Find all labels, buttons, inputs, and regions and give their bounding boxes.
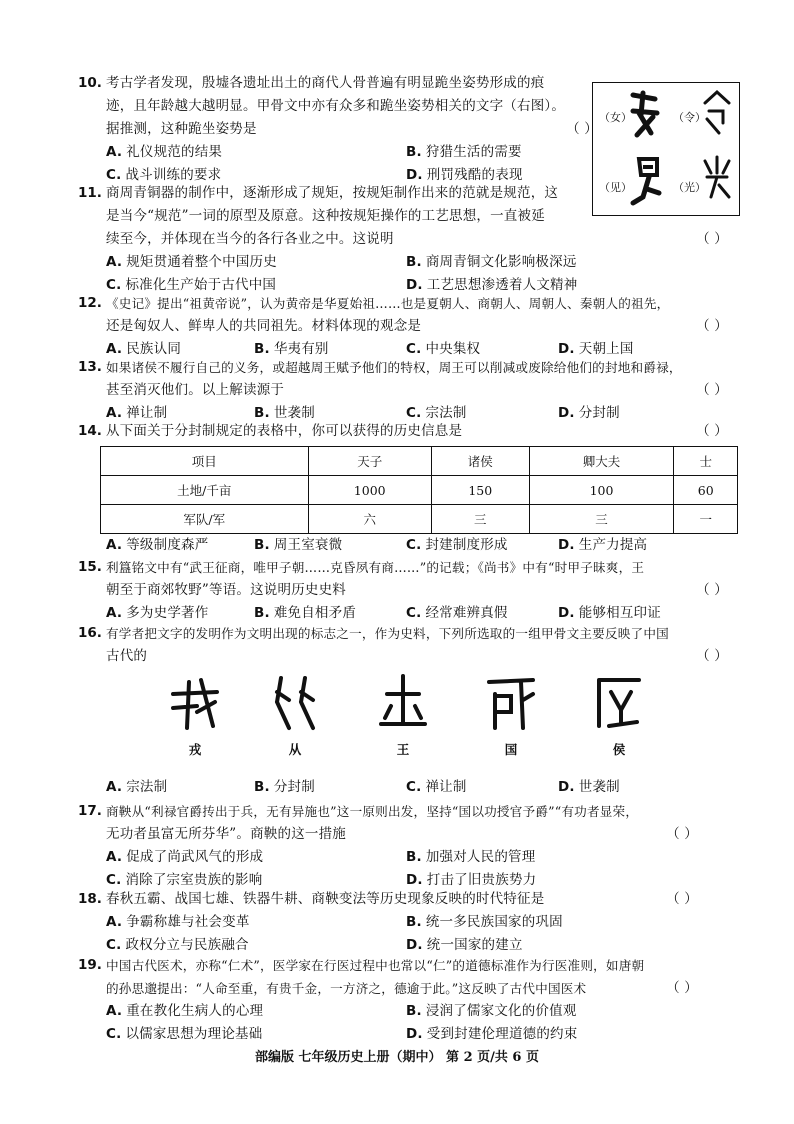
question-stem-line: 商鞅从“利禄官爵抟出于兵，无有异施也”这一原则出发，坚持“国以功授官予爵”“有功者显荣， (106, 804, 639, 819)
option-b[interactable]: B. 加强对人民的管理 (406, 849, 536, 865)
glyph-rong (160, 672, 230, 772)
option-c[interactable]: C. 战斗训练的要求 (106, 167, 222, 183)
option-d[interactable]: D. 受到封建伦理道德的约束 (406, 1026, 578, 1042)
table-cell: 六 (308, 505, 431, 534)
option-d[interactable]: D. 生产力提高 (558, 537, 648, 553)
option-a[interactable]: A. 礼仪规范的结果 (106, 144, 223, 160)
glyph-cong (260, 672, 330, 772)
figure-label-jian: （见） (599, 181, 632, 194)
option-c[interactable]: C. 标准化生产始于古代中国 (106, 277, 277, 293)
question-number: 13. (78, 359, 102, 375)
question-stem-line: 迹，且年龄越大越明显。甲骨文中亦有众多和跪坐姿势相关的文字（右图）。 (106, 98, 566, 114)
option-d[interactable]: D. 分封制 (558, 405, 620, 421)
oracle-cong-glyph (267, 672, 323, 734)
glyph-label: 国 (504, 742, 518, 757)
option-d[interactable]: D. 统一国家的建立 (406, 937, 523, 953)
options-row (106, 1000, 728, 1023)
oracle-nv-glyph (629, 89, 663, 139)
glyph-label: 王 (396, 742, 410, 757)
option-a[interactable]: A. 重在教化生病人的心理 (106, 1003, 264, 1019)
option-a[interactable]: A. 促成了尚武风气的形成 (106, 849, 264, 865)
answer-blank[interactable]: （ ） (696, 231, 728, 247)
answer-blank[interactable]: （ ） (566, 121, 598, 137)
question-16 (78, 622, 728, 668)
option-c[interactable]: C. 封建制度形成 (406, 537, 508, 553)
question-number: 10. (78, 75, 102, 91)
options-row (106, 141, 578, 164)
question-stem-line: 利簋铭文中有“武王征商，唯甲子朝……克昏夙有商……”的记载；《尚书》中有“时甲子昧爽，王 (106, 560, 645, 575)
answer-blank[interactable]: （ ） (696, 648, 728, 664)
options-row (106, 846, 728, 869)
question-12 (78, 292, 728, 361)
question-18 (78, 888, 728, 957)
question-16-options (78, 776, 728, 799)
question-15 (78, 556, 728, 625)
question-number: 15. (78, 559, 102, 575)
table-cell: 土地/千亩 (101, 476, 309, 505)
question-stem-line: 古代的 (106, 648, 148, 664)
page-footer: 部编版 七年级历史上册（期中） 第 2 页/共 6 页 (255, 1050, 539, 1065)
question-stem-line: 春秋五霸、战国七雄、铁器牛耕、商鞅变法等历史现象反映的时代特征是 (106, 891, 545, 907)
table-row (101, 505, 738, 534)
table-header-cell: 天子 (308, 447, 431, 476)
figure-label-ling: （令） (673, 111, 706, 124)
question-19 (78, 954, 728, 1046)
question-stem-line: 据推测，这种跪坐姿势是 (106, 121, 257, 137)
option-b[interactable]: B. 世袭制 (254, 405, 315, 421)
oracle-guo-glyph (483, 672, 539, 734)
option-a[interactable]: A. 宗法制 (106, 779, 168, 795)
option-b[interactable]: B. 商周青铜文化影响极深远 (406, 254, 577, 270)
glyph-wang (368, 672, 438, 772)
question-stem-line: 从下面关于分封制规定的表格中，你可以获得的历史信息是 (106, 423, 463, 439)
glyph-label: 侯 (612, 742, 626, 757)
table-cell: 一 (674, 505, 738, 534)
option-c[interactable]: C. 宗法制 (406, 405, 467, 421)
answer-blank[interactable]: （ ） (696, 382, 728, 398)
question-stem-line: 如果诸侯不履行自己的义务，或超越周王赋予他们的特权，周王可以削减或废除给他们的封地和爵禄， (106, 360, 682, 375)
table-header-cell: 项目 (101, 447, 309, 476)
question-number: 12. (78, 295, 102, 311)
question-stem-line: 甚至消灭他们。以上解读源于 (106, 382, 285, 398)
question-stem-line: 是当今“规范”一词的原型及原意。这种按规矩操作的工艺思想，一直被延 (106, 208, 545, 224)
options-row (106, 534, 728, 557)
option-b[interactable]: B. 分封制 (254, 779, 315, 795)
glyph-label: 戎 (188, 742, 202, 757)
option-d[interactable]: D. 世袭制 (558, 779, 620, 795)
question-14 (78, 420, 728, 443)
table-cell: 军队/军 (101, 505, 309, 534)
oracle-ling-glyph (701, 89, 733, 137)
question-number: 14. (78, 423, 102, 439)
question-stem-line: 朝至于商郊牧野”等语。这说明历史史料 (106, 582, 347, 598)
feudal-rank-table (100, 446, 738, 534)
option-c[interactable]: C. 以儒家思想为理论基础 (106, 1026, 263, 1042)
option-b[interactable]: B. 狩猎生活的需要 (406, 144, 522, 160)
option-d[interactable]: D. 能够相互印证 (558, 605, 661, 621)
options-row (106, 911, 728, 934)
option-d[interactable]: D. 天朝上国 (558, 341, 634, 357)
question-stem-line: 中国古代医术，亦称“仁术”，医学家在行医过程中也常以“仁”的道德标准作为行医准则，如唐朝 (106, 958, 645, 973)
option-b[interactable]: B. 周王室衰微 (254, 537, 343, 553)
question-10 (78, 72, 598, 187)
question-stem-line: 无功者虽富无所芬华”。商鞅的这一措施 (106, 826, 347, 842)
table-cell: 1000 (308, 476, 431, 505)
question-14-options (78, 534, 728, 557)
oracle-glyph-row (160, 672, 660, 772)
option-a[interactable]: A. 禅让制 (106, 405, 168, 421)
option-b[interactable]: B. 浸润了儒家文化的价值观 (406, 1003, 577, 1019)
options-row (106, 251, 728, 274)
question-stem-line: 还是匈奴人、鲜卑人的共同祖先。材料体现的观念是 (106, 318, 422, 334)
answer-blank[interactable]: （ ） (666, 826, 698, 842)
table-cell: 100 (529, 476, 674, 505)
figure-label-guang: （光） (673, 181, 706, 194)
option-c[interactable]: C. 政权分立与民族融合 (106, 937, 249, 953)
answer-blank[interactable]: （ ） (696, 423, 728, 439)
option-a[interactable]: A. 等级制度森严 (106, 537, 209, 553)
answer-blank[interactable]: （ ） (666, 891, 698, 907)
question-stem-line: 续至今，并体现在当今的各行各业之中。这说明 (106, 231, 394, 247)
option-b[interactable]: B. 统一多民族国家的巩固 (406, 914, 563, 930)
table-header-row (101, 447, 738, 476)
option-d[interactable]: D. 刑罚残酷的表现 (406, 167, 523, 183)
table-header-cell: 诸侯 (431, 447, 529, 476)
question-number: 17. (78, 803, 102, 819)
option-c[interactable]: C. 中央集权 (406, 341, 481, 357)
glyph-guo (476, 672, 546, 772)
table-cell: 60 (674, 476, 738, 505)
question-11 (78, 182, 728, 297)
option-c[interactable]: C. 禅让制 (406, 779, 467, 795)
option-c[interactable]: C. 消除了宗室贵族的影响 (106, 872, 263, 888)
glyph-hou (584, 672, 654, 772)
question-number: 11. (78, 185, 102, 201)
glyph-label: 从 (288, 742, 302, 757)
question-stem-line: 商周青铜器的制作中，逐渐形成了规矩，按规矩制作出来的范就是规范，这 (106, 185, 559, 201)
answer-blank[interactable]: （ ） (696, 318, 728, 334)
question-13 (78, 356, 728, 425)
table-row (101, 476, 738, 505)
figure-label-nv: （女） (599, 111, 632, 124)
question-number: 16. (78, 625, 102, 641)
answer-blank[interactable]: （ ） (696, 582, 728, 598)
options-row (106, 776, 728, 799)
option-c[interactable]: C. 经常难辨真假 (406, 605, 508, 621)
options-row (106, 1023, 728, 1046)
table-cell: 三 (431, 505, 529, 534)
answer-blank[interactable]: （ ） (666, 980, 698, 996)
option-b[interactable]: B. 难免自相矛盾 (254, 605, 357, 621)
option-a[interactable]: A. 多为史学著作 (106, 605, 209, 621)
oracle-hou-glyph (591, 672, 647, 734)
option-a[interactable]: A. 民族认同 (106, 341, 182, 357)
question-stem-line: 的孙思邈提出：“人命至重，有贵千金，一方济之，德逾于此。”这反映了古代中国医术 (106, 981, 587, 996)
option-d[interactable]: D. 打击了旧贵族势力 (406, 872, 537, 888)
option-d[interactable]: D. 工艺思想渗透着人文精神 (406, 277, 578, 293)
option-a[interactable]: A. 争霸称雄与社会变革 (106, 914, 250, 930)
table-header-cell: 卿大夫 (529, 447, 674, 476)
table-cell: 三 (529, 505, 674, 534)
option-b[interactable]: B. 华夷有别 (254, 341, 329, 357)
question-number: 19. (78, 957, 102, 973)
question-stem-line: 有学者把文字的发明作为文明出现的标志之一，作为史料，下列所选取的一组甲骨文主要反映了中国 (106, 626, 669, 641)
oracle-wang-glyph (375, 672, 431, 734)
table-cell: 150 (431, 476, 529, 505)
question-number: 18. (78, 891, 102, 907)
question-stem-line: 《史记》提出“祖黄帝说”，认为黄帝是华夏始祖……也是夏朝人、商朝人、周朝人、秦朝人的祖先， (106, 296, 670, 311)
oracle-rong-glyph (167, 672, 223, 734)
option-a[interactable]: A. 规矩贯通着整个中国历史 (106, 254, 277, 270)
table-header-cell: 士 (674, 447, 738, 476)
question-17 (78, 800, 728, 892)
question-stem-line: 考古学者发现，殷墟各遗址出土的商代人骨普遍有明显跪坐姿势形成的痕 (106, 75, 545, 91)
